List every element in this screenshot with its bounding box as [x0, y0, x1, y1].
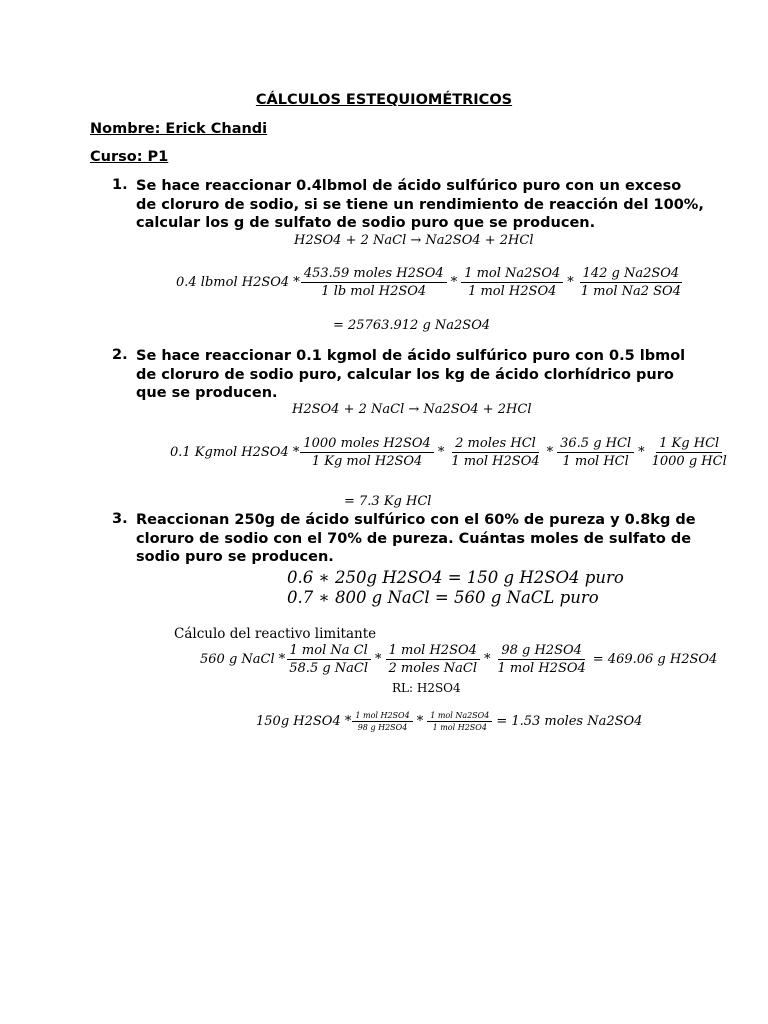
fraction-denominator: 58.5 g NaCl [289, 661, 369, 676]
conversion-fraction [286, 643, 371, 676]
conversion-fraction [352, 711, 412, 732]
calc-lead: 0.4 lbmol H2SO4 * [176, 275, 300, 290]
question-1-reaction: H2SO4 + 2 NaCl → Na2SO4 + 2HCl [294, 233, 534, 248]
question-3-number: 3. [112, 511, 128, 527]
conversion-fraction [386, 643, 480, 676]
question-3-text-line: cloruro de sodio con el 70% de pureza. Cuántas moles de sulfato de [136, 530, 692, 547]
fraction-numerator: 1000 moles H2SO4 [300, 436, 433, 453]
question-2-text-line: de cloruro de sodio puro, calcular los kg de ácido clorhídrico puro [136, 366, 674, 383]
question-2-text-line: que se producen. [136, 385, 278, 401]
fraction-denominator: 1 mol HCl [562, 454, 629, 469]
fraction-denominator: 1 mol H2SO4 [451, 454, 540, 469]
fraction-numerator: 98 g H2SO4 [498, 643, 585, 660]
question-3-purity-line: 0.7 ∗ 800 g NaCl = 560 g NaCL puro [287, 588, 599, 607]
fraction-denominator: 1 lb mol H2SO4 [321, 284, 427, 299]
limiting-reagent-label: Cálculo del reactivo limitante [174, 626, 377, 642]
conversion-fraction [494, 643, 588, 676]
fraction-numerator: 2 moles HCl [452, 436, 539, 453]
calc-lead: 0.1 Kgmol H2SO4 * [170, 445, 300, 460]
question-3-purity-line: 0.6 ∗ 250g H2SO4 = 150 g H2SO4 puro [287, 568, 624, 587]
fraction-denominator: 1 mol H2SO4 [432, 723, 487, 732]
question-1-calculation: 0.4 lbmol H2SO4 * $\frac{\text{453.59 moles H2SO4}}{\text{1 lb mol H2SO4}}$ * $\frac{\text{1 mol Na2SO4}}{\text{1 mol H2SO4}}$ * $\frac{\text{142 g Na2SO4}}{\text{1 mol Na2 SO4}}$ [176, 266, 685, 299]
question-1-number: 1. [112, 177, 128, 193]
question-1-text-line: de cloruro de sodio, si se tiene un rendimiento de reacción del 100%, [136, 196, 704, 213]
fraction-numerator: 1 mol Na2SO4 [461, 266, 563, 283]
question-2-calculation: 0.1 Kgmol H2SO4 * $\frac{\text{1000 moles H2SO4}}{\text{1 Kg mol H2SO4}}$ * $\frac{\text{2 moles HCl}}{\text{1 mol H2SO4}}$ * $\frac{\text{36.5 g HCl}}{\text{1 mol HCl}}$ * $\frac{\text{1 Kg HCl}}{\text{1000 g HCl}}$ [170, 436, 731, 469]
question-3-text-line: sodio puro se producen. [136, 549, 334, 565]
calc-lead: 560 g NaCl * [200, 652, 286, 667]
question-3-final-calculation: 150g H2SO4 * $\frac{\text{1 mol H2SO4}}{\text{98 g H2SO4}}$ * $\frac{\text{1 mol Na2SO4}}{\text{1 mol H2SO4}}$ = 1.53 moles Na2SO4 [256, 711, 643, 732]
fraction-numerator: 36.5 g HCl [557, 436, 634, 453]
question-2-reaction: H2SO4 + 2 NaCl → Na2SO4 + 2HCl [292, 402, 532, 417]
question-1-text-line: Se hace reaccionar 0.4lbmol de ácido sulfúrico puro con un exceso [136, 178, 682, 194]
fraction-numerator: 1 mol Na Cl [287, 643, 371, 660]
question-1-text-line: calcular los g de sulfato de sodio puro que se producen. [136, 215, 596, 231]
calc-lead: 150g H2SO4 * [256, 714, 352, 729]
conversion-fraction [578, 266, 684, 299]
final-result: = 1.53 moles Na2SO4 [496, 714, 643, 729]
fraction-denominator: 1 mol H2SO4 [468, 284, 557, 299]
fraction-numerator: 1 mol H2SO4 [352, 711, 412, 722]
fraction-denominator: 2 moles NaCl [388, 661, 477, 676]
conversion-fraction [427, 711, 492, 732]
fraction-denominator: 1000 g HCl [651, 454, 727, 469]
fraction-numerator: 1 mol H2SO4 [386, 643, 480, 660]
fraction-numerator: 142 g Na2SO4 [580, 266, 683, 283]
fraction-denominator: 98 g H2SO4 [357, 723, 408, 732]
document-title: CÁLCULOS ESTEQUIOMÉTRICOS [255, 92, 513, 108]
question-3-text-line: Reaccionan 250g de ácido sulfúrico con el 60% de pureza y 0.8kg de [136, 512, 696, 528]
conversion-fraction [649, 436, 730, 469]
conversion-fraction [301, 266, 447, 299]
fraction-denominator: 1 Kg mol H2SO4 [311, 454, 423, 469]
fraction-denominator: 1 mol H2SO4 [497, 661, 586, 676]
fraction-numerator: 1 Kg HCl [656, 436, 722, 453]
question-2-text-line: Se hace reaccionar 0.1 kgmol de ácido sulfúrico puro con 0.5 lbmol [136, 348, 686, 364]
fraction-numerator: 1 mol Na2SO4 [427, 711, 492, 722]
limiting-reagent-result: RL: H2SO4 [392, 681, 461, 695]
question-3-calculation: 560 g NaCl * $\frac{\text{1 mol Na Cl}}{\text{58.5 g NaCl}}$ * $\frac{\text{1 mol H2SO4}}{\text{2 moles NaCl}}$ * $\frac{\text{98 g H2SO4}}{\text{1 mol H2SO4}}$ = 469.06 g H2SO4 [200, 643, 718, 676]
conversion-fraction [557, 436, 634, 469]
conversion-fraction [448, 436, 542, 469]
conversion-fraction [300, 436, 433, 469]
conversion-fraction [461, 266, 563, 299]
student-name: Nombre: Erick Chandi [90, 121, 268, 137]
question-2-result: = 7.3 Kg HCl [344, 494, 432, 509]
question-2-number: 2. [112, 347, 128, 363]
fraction-denominator: 1 mol Na2 SO4 [580, 284, 681, 299]
fraction-numerator: 453.59 moles H2SO4 [301, 266, 447, 283]
calc-result: = 469.06 g H2SO4 [592, 652, 718, 667]
question-1-result: = 25763.912 g Na2SO4 [333, 318, 491, 333]
course-label: Curso: P1 [90, 149, 169, 165]
